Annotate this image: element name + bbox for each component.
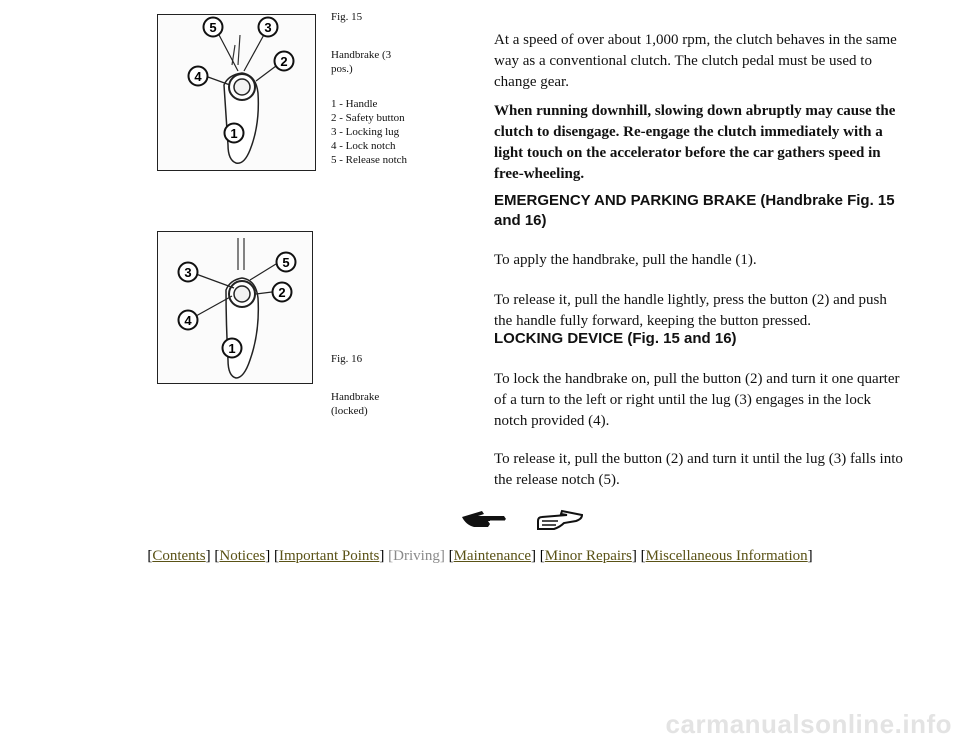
callout-3: 3	[264, 20, 272, 35]
nav-link-maintenance[interactable]: Maintenance	[453, 548, 532, 564]
paragraph-lock-handbrake: To lock the handbrake on, pull the button (2) and turn it one quarter of a turn to the left or right until the lug (3) engages in the lock notch provided (4).	[494, 371, 900, 429]
paragraph-clutch-speed: At a speed of over about 1,000 rpm, the clutch behaves in the same way as a conventional clutch. The clutch pedal must be used to change gear.	[494, 32, 897, 90]
figure-16-image	[157, 231, 313, 384]
heading-emergency-parking-brake: EMERGENCY AND PARKING BRAKE (Handbrake Fig. 15 and 16)	[494, 192, 895, 229]
pointing-hand-right-icon	[534, 505, 584, 533]
legend-item: 5 - Release notch	[331, 154, 408, 166]
figure-16-label: Fig. 16	[331, 353, 363, 365]
legend-item: 3 - Locking lug	[331, 126, 400, 138]
paragraph-downhill-warning: When running downhill, slowing down abruptly may cause the clutch to disengage. Re-engage the clutch immediately with a light touch on the accelerator before the car gathers speed in free-wheeling.	[494, 103, 896, 182]
callout-1: 1	[228, 341, 236, 356]
nav-link-contents[interactable]: Contents	[152, 548, 206, 564]
callout-4: 4	[194, 69, 202, 84]
paragraph-release-handbrake: To release it, pull the handle lightly, press the button (2) and push the handle fully forward, keeping the button pressed.	[494, 292, 887, 329]
figure-16-title: Handbrake (locked)	[331, 391, 380, 417]
figure-15-image	[157, 14, 316, 171]
figure-15-title: Handbrake (3 pos.)	[331, 49, 392, 75]
legend-item: 2 - Safety button	[331, 112, 405, 124]
callout-5: 5	[282, 255, 290, 270]
callout-3: 3	[184, 265, 192, 280]
next-page-button[interactable]	[534, 505, 584, 533]
nav-link-notices[interactable]: Notices	[219, 548, 266, 564]
nav-current-driving: Driving	[393, 548, 440, 564]
paragraph-release-lock: To release it, pull the button (2) and turn it until the lug (3) falls into the release notch (5).	[494, 451, 903, 488]
callout-5: 5	[209, 20, 217, 35]
legend-item: 4 - Lock notch	[331, 140, 396, 152]
pointing-hand-left-icon	[460, 505, 510, 533]
nav-link-important-points[interactable]: Important Points	[278, 548, 380, 564]
prev-page-button[interactable]	[460, 505, 510, 533]
paragraph-apply-handbrake: To apply the handbrake, pull the handle (1).	[494, 252, 757, 268]
heading-locking-device: LOCKING DEVICE (Fig. 15 and 16)	[494, 330, 737, 347]
legend-item: 1 - Handle	[331, 98, 378, 110]
callout-2: 2	[280, 54, 288, 69]
nav-link-miscellaneous-information[interactable]: Miscellaneous Information	[645, 548, 808, 564]
figure-15-legend	[331, 97, 407, 167]
page-navigation-arrows	[460, 505, 590, 535]
callout-1: 1	[230, 126, 238, 141]
nav-link-minor-repairs[interactable]: Minor Repairs	[544, 548, 632, 564]
callout-2: 2	[278, 285, 286, 300]
figure-15-label: Fig. 15	[331, 11, 363, 23]
callout-4: 4	[184, 313, 192, 328]
footer-navigation: [Contents] [Notices] [Important Points] [Driving] [Maintenance] [Minor Repairs] [Miscellaneous Information]	[147, 548, 813, 564]
site-watermark: carmanualsonline.info	[665, 709, 952, 739]
